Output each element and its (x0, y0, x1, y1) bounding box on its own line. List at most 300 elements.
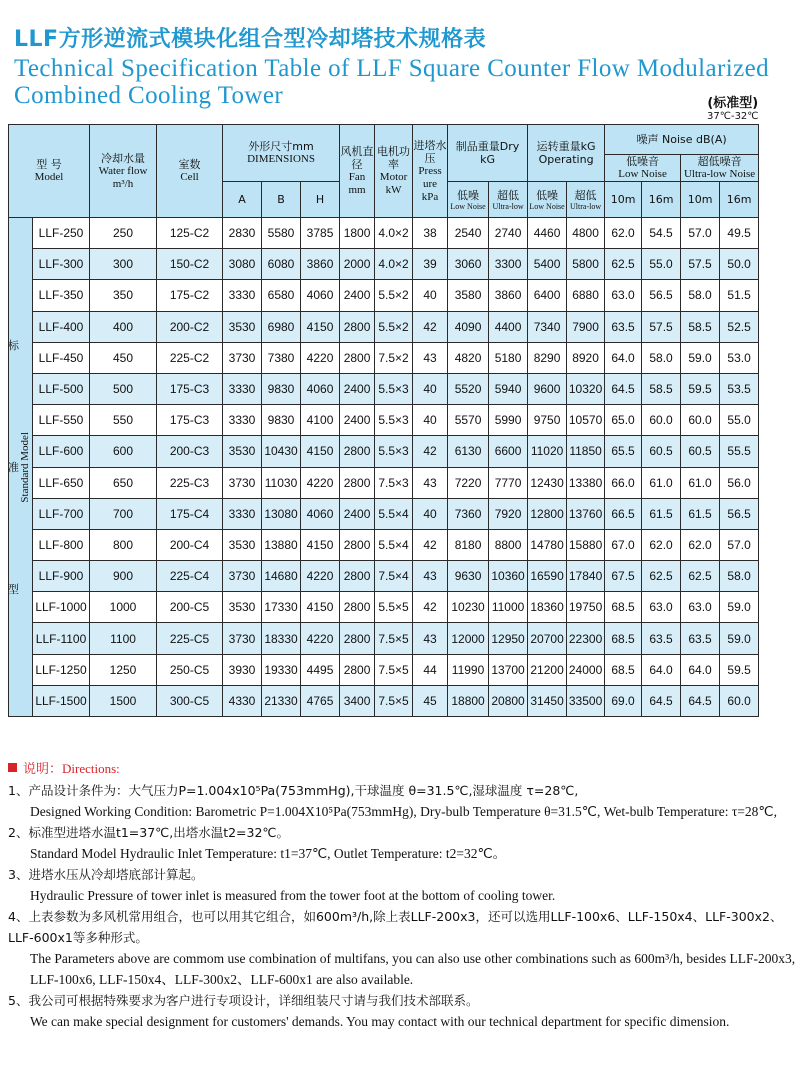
side-label-char: 准 (8, 462, 19, 474)
table-cell: LLF-400 (33, 311, 90, 342)
table-cell: 64.5 (681, 685, 720, 716)
table-row (9, 342, 798, 373)
header-fan: 风机直径 Fan mm (340, 125, 375, 218)
table-cell: 57.5 (681, 249, 720, 280)
directions-section (8, 758, 798, 1032)
header-water-flow: 冷却水量 Water flow m³/h (90, 125, 157, 218)
table-cell: 550 (90, 405, 157, 436)
table-cell: 2800 (340, 623, 375, 654)
header-dim-h: H (301, 182, 340, 218)
table-cell: 175-C4 (157, 498, 223, 529)
table-cell: 62.0 (642, 529, 681, 560)
table-cell: 55.0 (642, 249, 681, 280)
table-cell: 18800 (448, 685, 489, 716)
table-cell: 5520 (448, 373, 489, 404)
table-cell: 5.5×2 (375, 311, 413, 342)
table-row (9, 498, 798, 529)
table-cell: 11030 (262, 467, 301, 498)
table-cell: 6400 (528, 280, 567, 311)
table-cell: 11000 (489, 592, 528, 623)
table-cell: 4220 (301, 467, 340, 498)
table-cell: 2400 (340, 280, 375, 311)
table-cell: 39 (413, 249, 448, 280)
table-cell: 4.0×2 (375, 249, 413, 280)
header-noise-low: 低噪音 Low Noise (605, 155, 681, 182)
table-cell: 4.0×2 (375, 218, 413, 249)
table-cell: 58.0 (681, 280, 720, 311)
table-cell: 53.5 (720, 373, 759, 404)
standard-badge (707, 92, 759, 122)
table-cell: 200-C2 (157, 311, 223, 342)
table-cell: 11990 (448, 654, 489, 685)
table-cell: 650 (90, 467, 157, 498)
table-cell: LLF-250 (33, 218, 90, 249)
table-cell: 57.0 (681, 218, 720, 249)
table-cell: 13700 (489, 654, 528, 685)
table-cell: 42 (413, 436, 448, 467)
table-cell: 4800 (567, 218, 605, 249)
table-cell: 800 (90, 529, 157, 560)
table-cell: LLF-800 (33, 529, 90, 560)
table-cell: 50.0 (720, 249, 759, 280)
table-cell: 12950 (489, 623, 528, 654)
table-cell: 4060 (301, 498, 340, 529)
table-cell: 4150 (301, 529, 340, 560)
table-cell: 51.5 (720, 280, 759, 311)
header-noise: 噪声 Noise dB(A) (605, 125, 759, 155)
table-cell: 200-C3 (157, 436, 223, 467)
table-cell: 42 (413, 529, 448, 560)
table-cell: 2800 (340, 342, 375, 373)
table-cell: 31450 (528, 685, 567, 716)
table-cell: 9830 (262, 405, 301, 436)
table-cell: LLF-450 (33, 342, 90, 373)
table-cell: 67.5 (605, 561, 642, 592)
table-cell: 225-C2 (157, 342, 223, 373)
table-cell: 66.5 (605, 498, 642, 529)
table-cell: 20800 (489, 685, 528, 716)
table-cell: 8800 (489, 529, 528, 560)
table-cell: 5570 (448, 405, 489, 436)
table-cell: 4150 (301, 592, 340, 623)
table-cell: 13880 (262, 529, 301, 560)
table-cell: LLF-1250 (33, 654, 90, 685)
table-cell: 2800 (340, 529, 375, 560)
table-cell: 700 (90, 498, 157, 529)
table-cell: 58.0 (642, 342, 681, 373)
table-cell: 43 (413, 623, 448, 654)
header-ultra-10m: 10m (681, 182, 720, 218)
table-cell: 59.5 (720, 654, 759, 685)
side-label-en: Standard Model (19, 431, 31, 503)
table-cell: 19750 (567, 592, 605, 623)
table-cell: 7.5×2 (375, 342, 413, 373)
table-cell: 300 (90, 249, 157, 280)
table-cell: 12430 (528, 467, 567, 498)
table-cell: 43 (413, 561, 448, 592)
title-en-line2: Combined Cooling Tower (14, 82, 284, 109)
table-cell: 5800 (567, 249, 605, 280)
table-cell: 7380 (262, 342, 301, 373)
table-cell: 60.5 (642, 436, 681, 467)
table-cell: 55.5 (720, 436, 759, 467)
table-row (9, 529, 798, 560)
table-cell: 5180 (489, 342, 528, 373)
table-cell: 59.0 (681, 342, 720, 373)
table-cell: 3330 (223, 498, 262, 529)
table-cell: 62.5 (642, 561, 681, 592)
table-cell: 4060 (301, 373, 340, 404)
table-row (9, 561, 798, 592)
table-cell: 9630 (448, 561, 489, 592)
header-low-10m: 10m (605, 182, 642, 218)
table-cell: 3530 (223, 311, 262, 342)
table-cell: 7.5×3 (375, 467, 413, 498)
table-row (9, 218, 798, 249)
table-cell: 150-C2 (157, 249, 223, 280)
table-cell: 3330 (223, 405, 262, 436)
header-dry-low: 低噪 Low Noise (448, 182, 489, 218)
table-cell: 3530 (223, 592, 262, 623)
table-cell: LLF-700 (33, 498, 90, 529)
table-cell: 63.5 (681, 623, 720, 654)
table-cell: 125-C2 (157, 218, 223, 249)
table-cell: 65.5 (605, 436, 642, 467)
square-bullet-icon (8, 763, 17, 772)
table-cell: 6130 (448, 436, 489, 467)
table-cell: 7340 (528, 311, 567, 342)
table-cell: 21330 (262, 685, 301, 716)
table-cell: 2000 (340, 249, 375, 280)
table-cell: LLF-550 (33, 405, 90, 436)
table-cell: 57.0 (720, 529, 759, 560)
table-cell: 62.0 (605, 218, 642, 249)
table-cell: 40 (413, 405, 448, 436)
table-cell: 10320 (567, 373, 605, 404)
table-cell: 18330 (262, 623, 301, 654)
table-cell: 3300 (489, 249, 528, 280)
table-cell: 52.5 (720, 311, 759, 342)
table-cell: 7360 (448, 498, 489, 529)
table-cell: 7220 (448, 467, 489, 498)
table-row (9, 654, 798, 685)
table-cell: 9600 (528, 373, 567, 404)
header-dry-weight: 制品重量Dry kG (448, 125, 528, 182)
table-cell: 10430 (262, 436, 301, 467)
table-cell: 14780 (528, 529, 567, 560)
table-cell: 5.5×3 (375, 405, 413, 436)
table-cell: 3860 (489, 280, 528, 311)
table-cell: 3730 (223, 467, 262, 498)
table-cell: 225-C3 (157, 467, 223, 498)
table-cell: 63.0 (605, 280, 642, 311)
table-cell: 1800 (340, 218, 375, 249)
table-cell: 61.5 (681, 498, 720, 529)
table-row (9, 436, 798, 467)
table-cell: 6080 (262, 249, 301, 280)
table-cell: 175-C3 (157, 405, 223, 436)
table-row (9, 249, 798, 280)
table-cell: 4150 (301, 311, 340, 342)
table-cell: 4220 (301, 342, 340, 373)
table-cell: 450 (90, 342, 157, 373)
note-5: 5、我公司可根据特殊要求为客户进行专项设计，详细组装尺寸请与我们技术部联系。 We can make special designment for customers' demands. You may contact with our technical department for specific dimension. (8, 993, 730, 1029)
table-cell: 55.0 (720, 405, 759, 436)
table-cell: 68.5 (605, 623, 642, 654)
table-cell: 40 (413, 498, 448, 529)
table-cell: 4820 (448, 342, 489, 373)
table-cell: 16590 (528, 561, 567, 592)
table-cell: LLF-350 (33, 280, 90, 311)
header-low-16m: 16m (642, 182, 681, 218)
table-cell: 13380 (567, 467, 605, 498)
header-dimensions: 外形尺寸mm DIMENSIONS (223, 125, 340, 182)
table-cell: 8180 (448, 529, 489, 560)
table-cell: 5.5×5 (375, 592, 413, 623)
table-cell: 54.5 (642, 218, 681, 249)
table-cell: 10360 (489, 561, 528, 592)
table-cell: 2740 (489, 218, 528, 249)
table-cell: 40 (413, 373, 448, 404)
table-cell: 3785 (301, 218, 340, 249)
table-cell: 58.0 (720, 561, 759, 592)
table-cell: 15880 (567, 529, 605, 560)
table-cell: 12000 (448, 623, 489, 654)
table-cell: 3730 (223, 342, 262, 373)
table-cell: 4400 (489, 311, 528, 342)
table-cell: 200-C5 (157, 592, 223, 623)
page-title-cn: LLF方形逆流式模块化组合型冷却塔技术规格表 (14, 27, 487, 52)
table-cell: 2800 (340, 654, 375, 685)
table-row (9, 373, 798, 404)
header-oper-ultra: 超低 Ultra-low (567, 182, 605, 218)
table-cell: 69.0 (605, 685, 642, 716)
table-cell: 63.5 (642, 623, 681, 654)
table-cell: 175-C2 (157, 280, 223, 311)
table-cell: 7900 (567, 311, 605, 342)
table-cell: 3060 (448, 249, 489, 280)
table-cell: 68.5 (605, 654, 642, 685)
table-cell: 2400 (340, 373, 375, 404)
table-cell: 4090 (448, 311, 489, 342)
table-cell: 33500 (567, 685, 605, 716)
note-3: 3、进塔水压从冷却塔底部计算起。 Hydraulic Pressure of tower inlet is measured from the tower foot at the bottom of cooling tower. (8, 867, 556, 903)
header-dim-b: B (262, 182, 301, 218)
spec-table-body (9, 218, 798, 717)
table-cell: 63.0 (642, 592, 681, 623)
table-cell: 2400 (340, 498, 375, 529)
table-row (9, 405, 798, 436)
table-cell: 45 (413, 685, 448, 716)
table-cell: 18360 (528, 592, 567, 623)
table-cell: 63.5 (605, 311, 642, 342)
table-cell: 900 (90, 561, 157, 592)
table-row (9, 592, 798, 623)
table-cell: 5580 (262, 218, 301, 249)
table-row (9, 623, 798, 654)
table-cell: 62.0 (681, 529, 720, 560)
table-cell: 60.5 (681, 436, 720, 467)
table-row (9, 280, 798, 311)
table-cell: 58.5 (642, 373, 681, 404)
table-cell: 7.5×5 (375, 623, 413, 654)
table-cell: 250 (90, 218, 157, 249)
table-cell: 56.5 (720, 498, 759, 529)
table-row (9, 685, 798, 716)
table-cell: 60.0 (681, 405, 720, 436)
note-2: 2、标准型进塔水温t1=37℃,出塔水温t2=32℃。 Standard Model Hydraulic Inlet Temperature: t1=37℃, Outlet Temperature: t2=32℃。 (8, 825, 507, 861)
table-cell: 53.0 (720, 342, 759, 373)
table-cell: LLF-1000 (33, 592, 90, 623)
table-cell: LLF-1500 (33, 685, 90, 716)
table-cell: 9750 (528, 405, 567, 436)
table-cell: 1000 (90, 592, 157, 623)
table-cell: 21200 (528, 654, 567, 685)
page-title-en (14, 55, 794, 109)
table-cell: 3330 (223, 373, 262, 404)
table-cell: 4220 (301, 623, 340, 654)
table-cell: 1100 (90, 623, 157, 654)
side-label-char: 标 (8, 340, 19, 352)
table-cell: 2540 (448, 218, 489, 249)
table-cell: 1250 (90, 654, 157, 685)
table-cell: 3730 (223, 561, 262, 592)
table-cell: 4765 (301, 685, 340, 716)
table-cell: 5400 (528, 249, 567, 280)
table-cell: 8290 (528, 342, 567, 373)
header-noise-ultra: 超低噪音 Ultra-low Noise (681, 155, 759, 182)
table-cell: 4220 (301, 561, 340, 592)
table-cell: 6880 (567, 280, 605, 311)
header-model: 型 号 Model (9, 125, 90, 218)
table-cell: 11020 (528, 436, 567, 467)
table-cell: 1500 (90, 685, 157, 716)
table-cell: 4150 (301, 436, 340, 467)
table-cell: 19330 (262, 654, 301, 685)
header-operating-weight: 运转重量kG Operating (528, 125, 605, 182)
table-cell: 58.5 (681, 311, 720, 342)
table-cell: 20700 (528, 623, 567, 654)
table-cell: 17840 (567, 561, 605, 592)
table-cell: 43 (413, 342, 448, 373)
header-pressure: 进塔水压 Press ure kPa (413, 125, 448, 218)
table-cell: 3080 (223, 249, 262, 280)
table-cell: 4495 (301, 654, 340, 685)
table-cell: 3530 (223, 436, 262, 467)
table-cell: 59.0 (720, 623, 759, 654)
table-cell: 14680 (262, 561, 301, 592)
header-dim-a: A (223, 182, 262, 218)
table-cell: 2800 (340, 592, 375, 623)
table-cell: 49.5 (720, 218, 759, 249)
table-cell: 600 (90, 436, 157, 467)
table-cell: 6580 (262, 280, 301, 311)
table-cell: 8920 (567, 342, 605, 373)
table-cell: 64.5 (605, 373, 642, 404)
table-cell: 250-C5 (157, 654, 223, 685)
note-4: 4、上表参数为多风机常用组合，也可以用其它组合，如600m³/h,除上表LLF-200x3，还可以选用LLF-100x6、LLF-150x4、LLF-300x2、LLF-600x1等多种形式。 The Parameters above are commom use combination of multifans, you can also use other combinations such as 600m³/h, besides LLF-200x3, LLF-100x6, LLF-150x4、LLF-300x2、LLF-600x1 are also available. (8, 909, 796, 987)
table-cell: 22300 (567, 623, 605, 654)
table-cell: 7770 (489, 467, 528, 498)
table-cell: 3400 (340, 685, 375, 716)
table-cell: 56.5 (642, 280, 681, 311)
table-cell: 500 (90, 373, 157, 404)
table-cell: 7.5×5 (375, 654, 413, 685)
table-cell: 5.5×2 (375, 280, 413, 311)
table-cell: 38 (413, 218, 448, 249)
table-cell: 4060 (301, 280, 340, 311)
table-cell: LLF-300 (33, 249, 90, 280)
table-cell: 44 (413, 654, 448, 685)
table-cell: LLF-1100 (33, 623, 90, 654)
table-cell: 2400 (340, 405, 375, 436)
table-cell: 42 (413, 592, 448, 623)
header-dry-ultra: 超低 Ultra-low (489, 182, 528, 218)
header-ultra-16m: 16m (720, 182, 759, 218)
table-cell: 225-C4 (157, 561, 223, 592)
table-cell: 60.0 (642, 405, 681, 436)
table-cell: 2800 (340, 311, 375, 342)
table-cell: 60.0 (720, 685, 759, 716)
table-cell: 9830 (262, 373, 301, 404)
table-cell: LLF-650 (33, 467, 90, 498)
table-cell: 6600 (489, 436, 528, 467)
table-cell: 200-C4 (157, 529, 223, 560)
table-cell: 3580 (448, 280, 489, 311)
side-label-cn (8, 337, 19, 597)
header-cell: 室数 Cell (157, 125, 223, 218)
directions-heading: 说明：Directions: (8, 758, 798, 780)
table-cell: 64.5 (642, 685, 681, 716)
table-cell: 4100 (301, 405, 340, 436)
table-cell: 67.0 (605, 529, 642, 560)
table-cell: 3730 (223, 623, 262, 654)
table-cell: 13760 (567, 498, 605, 529)
table-cell: 64.0 (681, 654, 720, 685)
table-cell: 7.5×5 (375, 685, 413, 716)
table-cell: 17330 (262, 592, 301, 623)
table-cell: 7920 (489, 498, 528, 529)
table-cell: 3530 (223, 529, 262, 560)
table-cell: 65.0 (605, 405, 642, 436)
table-cell: 300-C5 (157, 685, 223, 716)
table-cell: 56.0 (720, 467, 759, 498)
table-cell: 5940 (489, 373, 528, 404)
standard-model-side-label (9, 218, 33, 717)
table-cell: 62.5 (681, 561, 720, 592)
title-en-line1: Technical Specification Table of LLF Square Counter Flow Modularized (14, 55, 769, 82)
table-cell: 13080 (262, 498, 301, 529)
table-cell: 2830 (223, 218, 262, 249)
table-cell: 63.0 (681, 592, 720, 623)
table-cell: 2800 (340, 467, 375, 498)
spec-table (8, 124, 798, 717)
table-cell: 64.0 (642, 654, 681, 685)
table-cell: 2800 (340, 561, 375, 592)
table-cell: 59.0 (720, 592, 759, 623)
side-label-char: 型 (8, 584, 19, 596)
header-oper-low: 低噪 Low Noise (528, 182, 567, 218)
table-cell: 68.5 (605, 592, 642, 623)
table-cell: 5.5×3 (375, 436, 413, 467)
table-cell: 4330 (223, 685, 262, 716)
table-cell: 5990 (489, 405, 528, 436)
table-cell: 11850 (567, 436, 605, 467)
standard-badge-label: (标准型) (707, 96, 759, 111)
table-cell: 350 (90, 280, 157, 311)
table-cell: 400 (90, 311, 157, 342)
table-cell: 5.5×4 (375, 498, 413, 529)
